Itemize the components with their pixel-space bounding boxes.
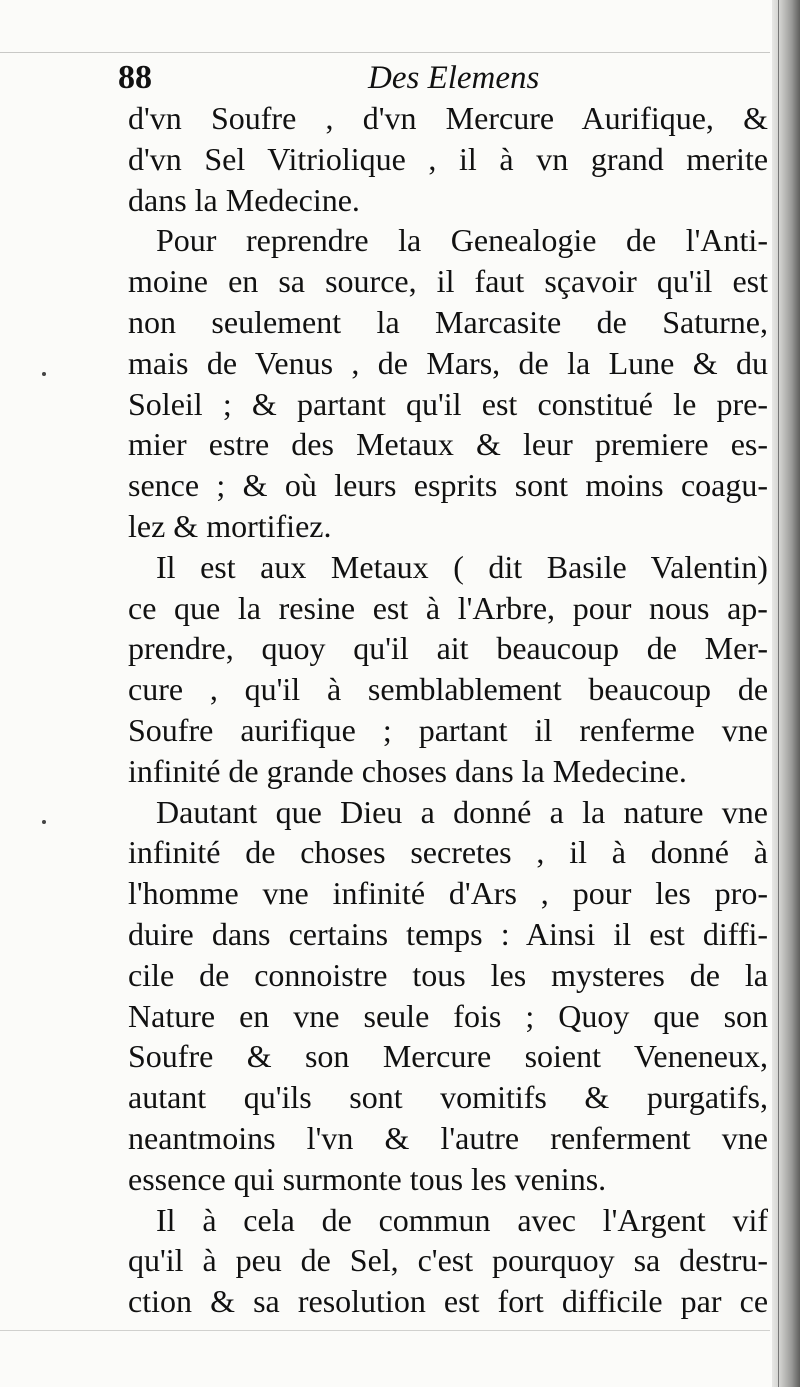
text-line: autant qu'ils sont vomitifs & purgatifs,: [128, 1079, 768, 1116]
bottom-rule: [0, 1330, 770, 1331]
text-line: mais de Venus , de Mars, de la Lune & du: [128, 344, 768, 381]
text-line: essence qui surmonte tous les venins.: [128, 1160, 607, 1197]
text-line: infinité de grande choses dans la Medecine.: [128, 752, 687, 789]
body-text: [128, 98, 768, 1322]
page-number: 88: [118, 59, 152, 96]
text-line: Nature en vne seule fois ; Quoy que son: [128, 997, 768, 1034]
text-line: Soleil ; & partant qu'il est constitué le pre-: [128, 385, 768, 422]
text-line: mier estre des Metaux & leur premiere es-: [128, 426, 768, 463]
text-line: qu'il à peu de Sel, c'est pourquoy sa destru-: [128, 1242, 768, 1279]
text-line: cure , qu'il à semblablement beaucoup de: [128, 671, 768, 708]
margin-mark: [42, 820, 46, 824]
text-line: cile de connoistre tous les mysteres de la: [128, 956, 768, 993]
page-binding-edge: [772, 0, 800, 1387]
text-line: moine en sa source, il faut sçavoir qu'il est: [128, 263, 768, 300]
running-title: Des Elemens: [368, 60, 540, 96]
text-line: d'vn Sel Vitriolique , il à vn grand merite: [128, 140, 768, 177]
page-header: [118, 56, 768, 100]
text-line: dans la Medecine.: [128, 181, 360, 218]
text-line: ction & sa resolution est fort difficile par ce: [128, 1283, 768, 1320]
text-line: Soufre & son Mercure soient Veneneux,: [128, 1038, 768, 1075]
text-line: sence ; & où leurs esprits sont moins coagu-: [128, 467, 768, 504]
text-line: l'homme vne infinité d'Ars , pour les pro-: [128, 875, 768, 912]
text-line: non seulement la Marcasite de Saturne,: [128, 303, 768, 340]
text-line: prendre, quoy qu'il ait beaucoup de Mer-: [128, 630, 768, 667]
text-line: infinité de choses secretes , il à donné à: [128, 834, 768, 871]
text-line: neantmoins l'vn & l'autre renferment vne: [128, 1119, 768, 1156]
text-line: Soufre aurifique ; partant il renferme vne: [128, 711, 768, 748]
text-line: Dautant que Dieu a donné a la nature vne: [156, 793, 768, 830]
text-line: ce que la resine est à l'Arbre, pour nous ap-: [128, 589, 768, 626]
text-line: lez & mortifiez.: [128, 507, 332, 544]
text-line: Pour reprendre la Genealogie de l'Anti-: [156, 222, 768, 259]
text-line: Il est aux Metaux ( dit Basile Valentin): [156, 548, 768, 585]
text-line: d'vn Soufre , d'vn Mercure Aurifique, &: [128, 100, 768, 136]
text-line: duire dans certains temps : Ainsi il est diffi-: [128, 915, 768, 952]
text-line: Il à cela de commun avec l'Argent vif: [156, 1201, 768, 1238]
margin-mark: [42, 372, 46, 376]
top-rule: [0, 52, 770, 53]
